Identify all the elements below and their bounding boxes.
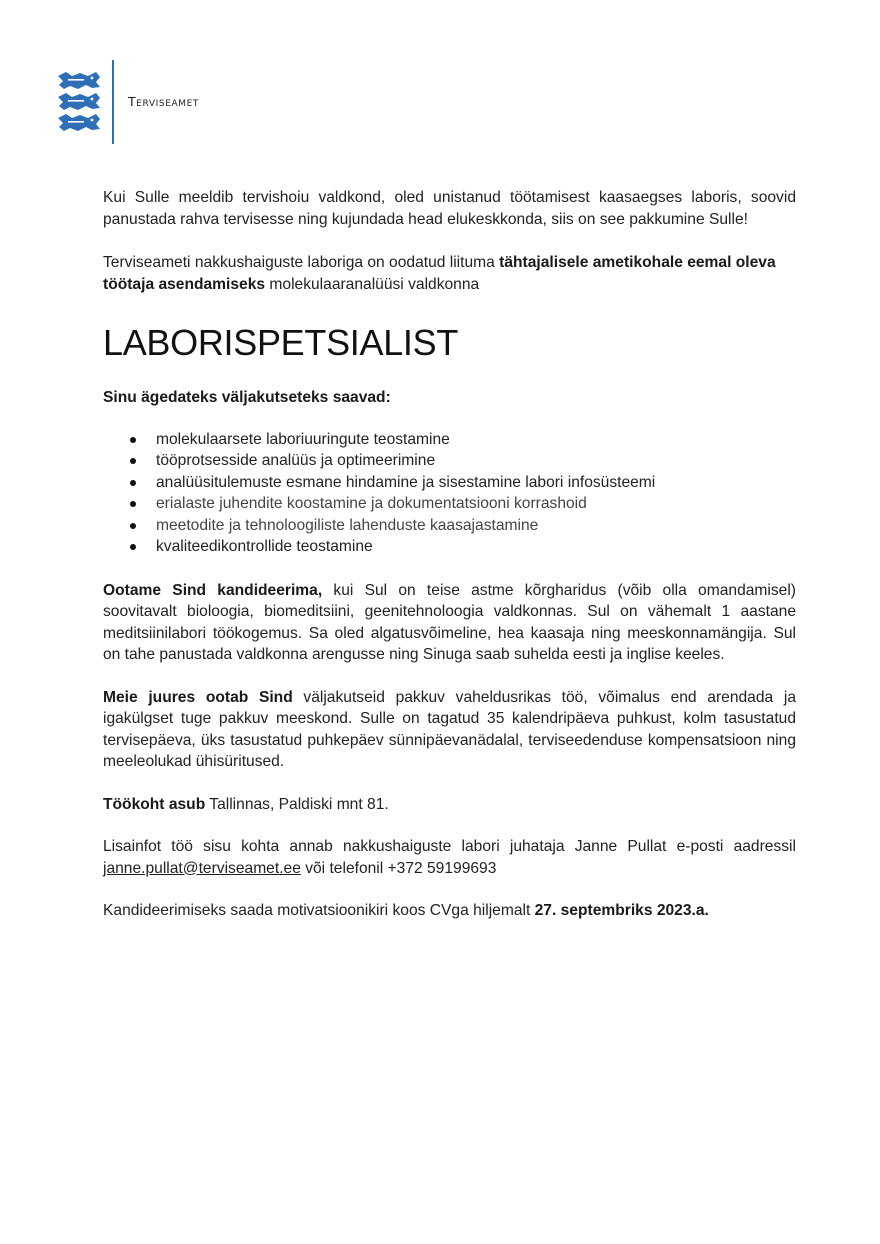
list-item-text: meetodite ja tehnoloogiliste lahenduste kaasajastamine xyxy=(156,516,539,534)
email-link[interactable]: janne.pullat@terviseamet.ee xyxy=(103,859,301,877)
terviseamet-logo xyxy=(56,60,199,144)
apply-text: Kandideerimiseks saada motivatsioonikiri koos CVga hiljemalt xyxy=(103,902,535,919)
employer-text-after: molekulaaranalüüsi valdkonna xyxy=(265,275,480,293)
location-paragraph xyxy=(103,794,796,816)
bullet-icon xyxy=(130,544,136,550)
challenges-title xyxy=(103,387,796,409)
employer-paragraph xyxy=(103,252,796,295)
employer-text-before: Terviseameti nakkushaiguste laboriga on oodatud liituma xyxy=(103,254,500,271)
apply-paragraph xyxy=(103,900,796,922)
requirements-text: kui Sul on teise astme kõrgharidus (võib olla omandamisel) soovitavalt bioloogia, biomeditsiini, geenitehnoloogia valdkonnas. Sul on vähemalt 1 aastane meditsiinilabori töökogemus. Sa oled algatusvõimeline, hea kaasaja ning meeskonnamängija. Sul on tahe panustada valdkonna arengusse ning Sinuga saab suhelda eesti ja inglise keeles. xyxy=(103,581,796,663)
employer-text-bold: tähtajalisele ametikohale eemal oleva töötaja asendamiseks xyxy=(103,254,776,293)
requirements-bold: Ootame Sind kandideerima, xyxy=(103,581,323,599)
list-item-text: erialaste juhendite koostamine ja dokumentatsiooni korrashoid xyxy=(156,495,587,512)
requirements-paragraph xyxy=(103,580,796,666)
job-ad-body xyxy=(103,187,796,943)
list-item xyxy=(130,472,796,494)
bullet-icon xyxy=(130,501,136,507)
intro-paragraph: Kui Sulle meeldib tervishoiu valdkond, oled unistanud töötamisest kaasaegses laboris, soovid panustada rahva tervisesse ning kujundada head elukeskkonda, siis on see pakkumine Sulle! xyxy=(103,189,796,228)
list-item xyxy=(130,536,796,558)
bullet-icon xyxy=(130,437,136,443)
list-item xyxy=(130,429,796,451)
list-item-text: kvaliteedikontrollide teostamine xyxy=(156,538,373,555)
location-bold: Töökoht asub xyxy=(103,795,206,813)
job-title: LABORISPETSIALIST xyxy=(103,322,459,363)
list-item-text: tööprotsesside analüüs ja optimeerimine xyxy=(156,452,436,469)
contact-text: Lisainfot töö sisu kohta annab nakkushaiguste labori juhataja Janne Pullat e-posti aadressil xyxy=(103,838,796,855)
benefits-paragraph xyxy=(103,687,796,773)
location-text: Tallinnas, Paldiski mnt 81. xyxy=(205,795,389,813)
logo-divider xyxy=(112,60,114,144)
apply-deadline: 27. septembriks 2023.a. xyxy=(534,902,709,919)
list-item-text: molekulaarsete laboriuuringute teostamine xyxy=(156,430,450,448)
benefits-bold: Meie juures ootab Sind xyxy=(103,688,293,706)
bullet-icon xyxy=(130,523,136,529)
list-item-text: analüüsitulemuste esmane hindamine ja sisestamine labori infosüsteemi xyxy=(156,473,656,491)
list-item xyxy=(130,493,796,515)
contact-paragraph xyxy=(103,836,796,879)
contact-phone-text: või telefonil +372 59199693 xyxy=(300,859,497,877)
challenges-title-text: Sinu ägedateks väljakutseteks saavad: xyxy=(103,389,391,406)
bullet-icon xyxy=(130,458,136,464)
coat-of-arms-icon xyxy=(56,70,102,132)
list-item xyxy=(130,515,796,537)
benefits-text: väljakutseid pakkuv vaheldusrikas töö, võimalus end arendada ja igakülgset tuge pakkuv meeskond. Sulle on tagatud 35 kalendripäeva puhkust, kolm tasustatud tervisepäeva, üks tasustatud puhkepäev sünnipäevanädalal, terviseedenduse kompensatsioon ning meeleolukad ühisüritused. xyxy=(103,688,796,770)
org-name: Terviseamet xyxy=(128,94,199,109)
list-item xyxy=(130,450,796,472)
task-list xyxy=(103,429,796,558)
bullet-icon xyxy=(130,480,136,486)
